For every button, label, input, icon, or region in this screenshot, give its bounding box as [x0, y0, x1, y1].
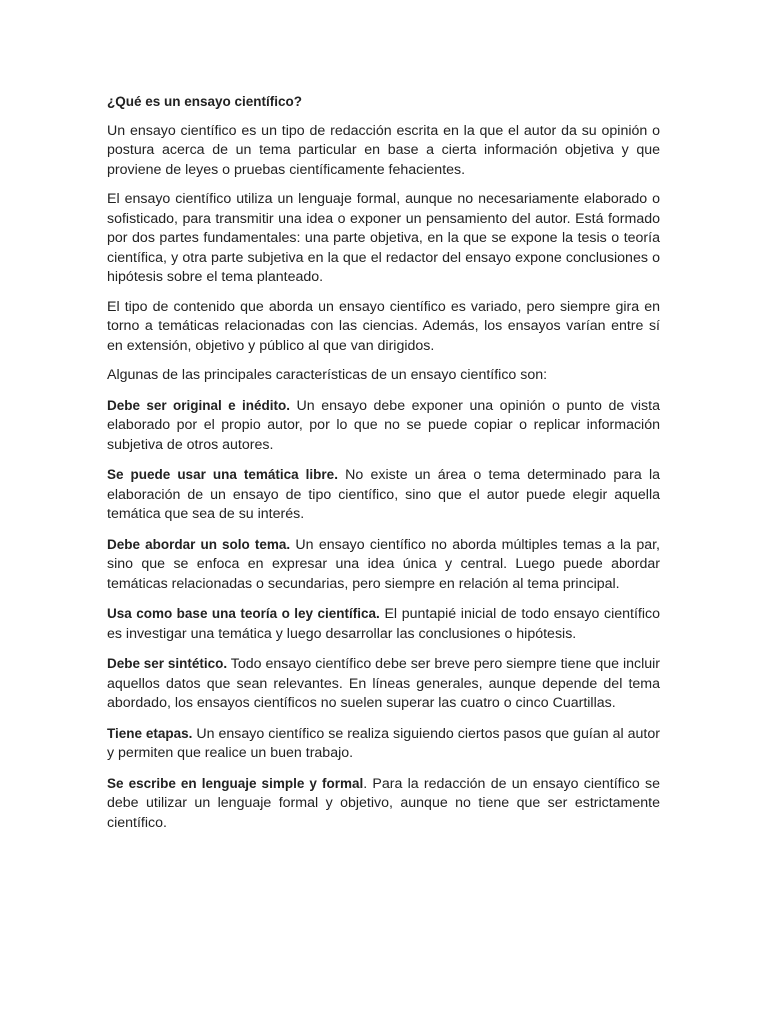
characteristic-text: El puntapié inicial de todo ensayo científico es investigar una temática y luego desarrollar las conclusiones o hipótesis. — [107, 606, 660, 642]
characteristic-text: . Para la redacción de un ensayo científico se debe utilizar un lenguaje formal y objetivo, aunque no tiene que ser estrictamente científico. — [107, 775, 660, 831]
characteristic-text: Todo ensayo científico debe ser breve pero siempre tiene que incluir aquellos datos que sean relevantes. En líneas generales, aunque depende del tema abordado, los ensayos científicos no suelen superar las cuatro o cinco Cuartillas. — [107, 656, 661, 711]
characteristic-text: No existe un área o tema determinado para la elaboración de un ensayo de tipo científico, sino que el autor puede elegir aquella temática que sea de su interés. — [107, 467, 661, 522]
characteristic-lead: Se puede usar una temática libre. — [107, 467, 338, 482]
paragraph-definition — [107, 122, 660, 181]
paragraph-text: Un ensayo científico es un tipo de redacción escrita en la que el autor da su opinión o postura acerca de un tema particular en base a cierta información objetiva y que proviene de leyes o pruebas científicamente fehacientes. — [107, 122, 660, 178]
document-title: ¿Qué es un ensayo científico? — [107, 94, 303, 109]
characteristic-free-topic — [107, 465, 660, 525]
paragraph-text: Algunas de las principales características de un ensayo científico son: — [107, 367, 548, 383]
characteristic-lead: Debe abordar un solo tema. — [107, 536, 291, 552]
paragraph-content — [107, 298, 660, 357]
characteristic-lead: Usa como base una teoría o ley científica. — [107, 606, 380, 621]
characteristic-simple-language — [107, 774, 660, 834]
characteristic-synthetic — [107, 654, 660, 714]
characteristic-lead: Se escribe en lenguaje simple y formal — [107, 775, 364, 791]
characteristic-single-topic — [107, 535, 660, 595]
characteristic-stages — [107, 724, 660, 764]
characteristic-text: Un ensayo científico se realiza siguiendo ciertos pasos que guían al autor y permiten que realice un buen trabajo. — [107, 725, 660, 761]
characteristic-lead: Tiene etapas. — [107, 725, 193, 741]
characteristic-lead: Debe ser original e inédito. — [107, 397, 290, 413]
paragraph-intro-list — [107, 366, 660, 386]
paragraph-text: El ensayo científico utiliza un lenguaje formal, aunque no necesariamente elaborado o sofisticado, para transmitir una idea o exponer un pensamiento del autor. Está formado por dos partes fundamentales: una parte objetiva, en la que se expone la tesis o teoría científica, y otra parte subjetiva en la que el redactor del ensayo expone conclusiones o hipótesis sobre el tema planteado. — [107, 191, 660, 285]
paragraph-language — [107, 190, 660, 288]
characteristic-lead: Debe ser sintético. — [107, 656, 228, 671]
document-page — [107, 92, 660, 843]
paragraph-text: El tipo de contenido que aborda un ensayo científico es variado, pero siempre gira en torno a temáticas relacionadas con las ciencias. Además, los ensayos varían entre sí en extensión, objetivo y público al que van dirigidos. — [107, 298, 660, 354]
characteristic-original — [107, 396, 660, 456]
characteristic-scientific-basis — [107, 604, 660, 644]
characteristic-text: Un ensayo científico no aborda múltiples temas a la par, sino que se enfoca en expresar una idea única y central. Luego puede abordar temáticas relacionadas o secundarias, pero siempre en relación al tema principal. — [107, 536, 660, 592]
characteristic-text: Un ensayo debe exponer una opinión o punto de vista elaborado por el propio autor, por lo que no se puede copiar o replicar información subjetiva de otros autores. — [107, 397, 660, 453]
